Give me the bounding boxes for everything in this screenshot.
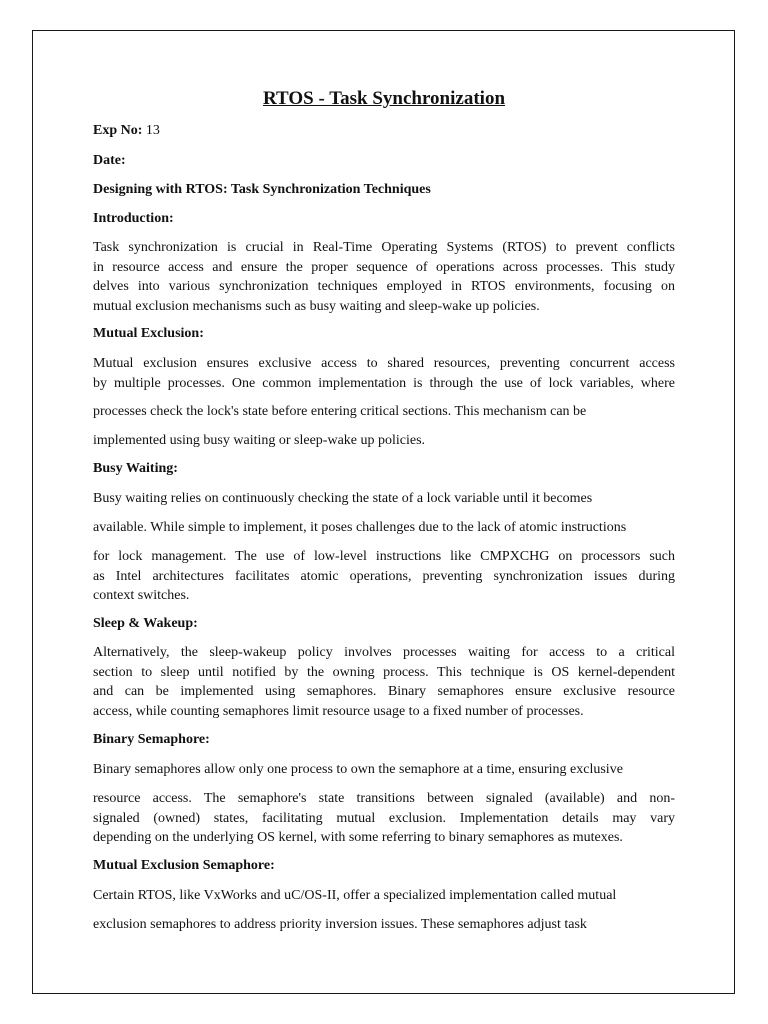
busy-waiting-paragraph-cont2 [93,547,675,606]
page-border [32,30,735,994]
paragraph-line: Alternatively, the sleep-wakeup policy involves processes waiting for access to a critical [93,645,675,660]
mutex-semaphore-paragraph-cont [93,915,675,935]
mutual-exclusion-heading: Mutual Exclusion: [93,326,204,341]
paragraph-line: implemented using busy waiting or sleep-wake up policies. [93,433,426,448]
paragraph-line: by multiple processes. One common implementation is through the use of lock variables, where [93,375,675,391]
introduction-paragraph [93,238,675,316]
binary-semaphore-paragraph-cont [93,789,675,848]
paragraph-line: as Intel architectures facilitates atomic operations, preventing synchronization issues during [93,568,675,584]
page-title: RTOS - Task Synchronization [262,88,506,109]
paragraph-line: exclusion semaphores to address priority inversion issues. These semaphores adjust task [93,917,587,932]
introduction-heading: Introduction: [93,211,174,226]
paragraph-line: depending on the underlying OS kernel, with some referring to binary semaphores as mutexes. [93,830,623,845]
paragraph-line: Busy waiting relies on continuously checking the state of a lock variable until it becomes [93,491,593,506]
paragraph-line: context switches. [93,588,190,603]
mutual-exclusion-paragraph-cont2 [93,431,675,451]
paragraph-line: Certain RTOS, like VxWorks and uC/OS-II, offer a specialized implementation called mutual [93,888,617,903]
paragraph-line: signaled (owned) states, facilitating mutual exclusion. Implementation details may vary [93,810,675,826]
binary-semaphore-paragraph [93,760,675,780]
mutex-semaphore-paragraph [93,886,675,906]
date-label: Date: [93,153,126,168]
paragraph-line: for lock management. The use of low-level instructions like CMPXCHG on processors such [93,549,675,564]
busy-waiting-paragraph-cont [93,518,675,538]
binary-semaphore-heading: Binary Semaphore: [93,732,210,747]
paragraph-line: Mutual exclusion ensures exclusive access to shared resources, preventing concurrent access [93,356,675,371]
paragraph-line: available. While simple to implement, it poses challenges due to the lack of atomic instructions [93,520,627,535]
busy-waiting-heading: Busy Waiting: [93,461,178,476]
busy-waiting-paragraph [93,489,675,509]
paragraph-line: processes check the lock's state before entering critical sections. This mechanism can be [93,404,587,419]
subtitle: Designing with RTOS: Task Synchronization Techniques [93,182,431,197]
paragraph-line: access, while counting semaphores limit resource usage to a fixed number of processes. [93,703,584,719]
sleep-wakeup-paragraph [93,643,675,721]
paragraph-line: and can be implemented using semaphores. Binary semaphores ensure exclusive resource [93,684,675,699]
paragraph-line: mutual exclusion mechanisms such as busy waiting and sleep-wake up policies. [93,298,540,314]
paragraph-line: Binary semaphores allow only one process to own the semaphore at a time, ensuring exclusive [93,762,623,777]
paragraph-line: section to sleep until notified by the owning process. This technique is OS kernel-dependent [93,664,675,680]
exp-no-value: 13 [145,123,160,138]
mutual-exclusion-paragraph [93,354,675,393]
exp-no-row [93,122,675,140]
sleep-wakeup-heading: Sleep & Wakeup: [93,616,198,631]
paragraph-line: delves into various synchronization techniques employed in RTOS environments, focusing on [93,279,675,294]
exp-no-label: Exp No: [93,123,143,138]
paragraph-line: Task synchronization is crucial in Real-Time Operating Systems (RTOS) to prevent conflicts [93,240,675,255]
paragraph-line: resource access. The semaphore's state transitions between signaled (available) and non- [93,791,675,806]
mutex-semaphore-heading: Mutual Exclusion Semaphore: [93,858,275,873]
paragraph-line: in resource access and ensure the proper sequence of operations across processes. This study [93,259,675,275]
mutual-exclusion-paragraph-cont [93,402,675,422]
